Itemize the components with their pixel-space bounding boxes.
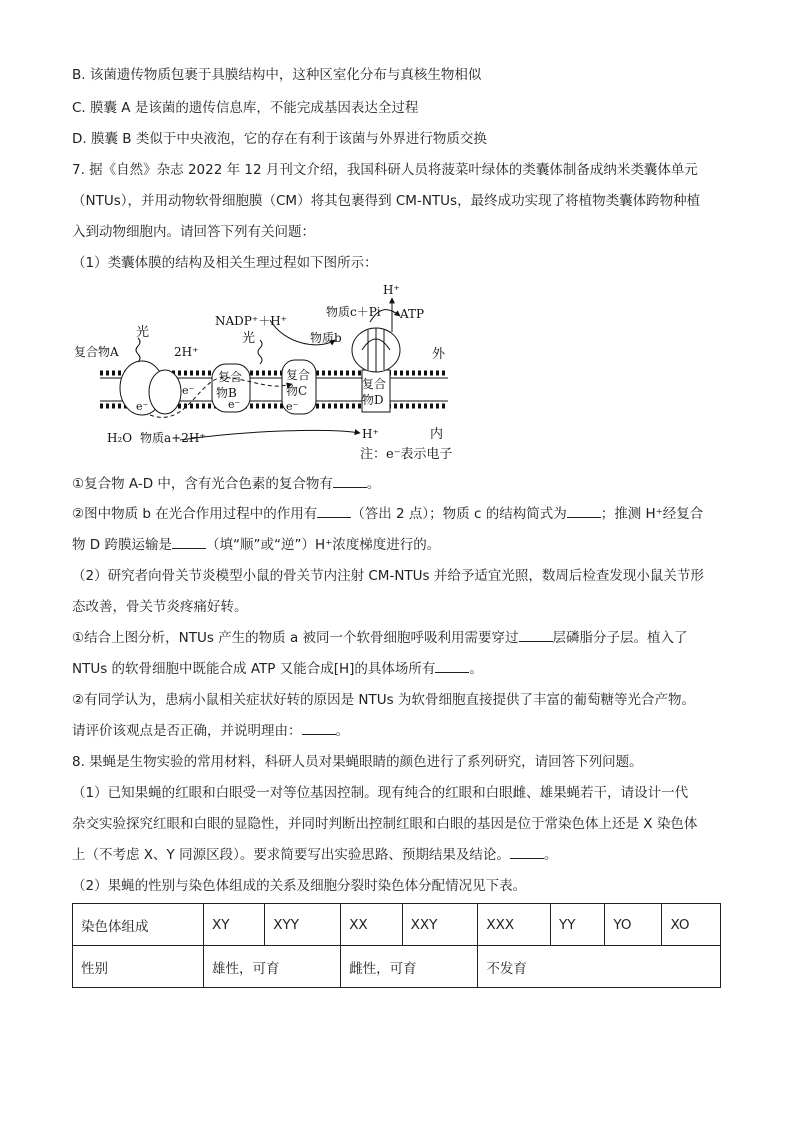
answer-blank[interactable]: [333, 474, 367, 488]
h-transport-arrow: [180, 430, 360, 440]
question-7-line-2: （NTUs），并用动物软骨细胞膜（CM）将其包裹得到 CM-NTUs，最终成功实现了将植物类囊体跨物种植: [72, 193, 701, 209]
answer-blank[interactable]: [317, 504, 351, 518]
table-cell: XX: [341, 904, 402, 946]
sub-question-1: ①复合物 A-D 中，含有光合色素的复合物有 。: [72, 476, 381, 492]
sub-question-3: ①结合上图分析，NTUs 产生的物质 a 被同一个软骨细胞呼吸利用需要穿过 层磷脂分子层。植入了: [72, 630, 688, 646]
complex-d-label-2: 物D: [362, 393, 384, 407]
table-cell: 不发育: [478, 946, 721, 988]
light-label-1: 光: [136, 325, 150, 340]
table-row-header: 性别: [73, 946, 204, 988]
option-c: C. 膜囊 A 是该菌的遗传信息库，不能完成基因表达全过程: [72, 100, 419, 116]
sub-question-2-cont: 物 D 跨膜运输是 （填“顺”或“逆”）H⁺浓度梯度进行的。: [72, 537, 441, 553]
complex-d-label-1: 复合: [362, 377, 387, 391]
option-d: D. 膜囊 B 类似于中央液泡，它的存在有利于该菌与外界进行物质交换: [72, 131, 487, 147]
chromosome-table: [72, 903, 721, 988]
sub-question-3-cont: NTUs 的软骨细胞中既能合成 ATP 又能合成[H]的具体场所有 。: [72, 661, 483, 677]
table-cell: YY: [551, 904, 605, 946]
sub-question-4-cont: 请评价该观点是否正确，并说明理由： 。: [72, 723, 349, 739]
substance-b-label: 物质b: [310, 331, 342, 345]
table-cell: XY: [204, 904, 265, 946]
light-wave-2: [258, 340, 262, 364]
answer-blank[interactable]: [435, 659, 469, 673]
table-row: [73, 904, 721, 946]
electron-label-4: e⁻: [286, 400, 299, 413]
complex-a-shape: [120, 361, 181, 415]
question-8-line-5: （2）果蝇的性别与染色体组成的关系及细胞分裂时染色体分配情况见下表。: [72, 878, 527, 894]
outside-label: 外: [432, 347, 446, 362]
part-2-line-2: 态改善，骨关节炎疼痛好转。: [72, 599, 248, 615]
question-8-line-3: 杂交实验探究红眼和白眼的显隐性，并同时判断出控制红眼和白眼的基因是位于常染色体上还是 X 染色体: [72, 816, 698, 832]
sub-question-2: ②图中物质 b 在光合作用过程中的作用有 （答出 2 点）；物质 c 的结构简式为 ；推测 H⁺经复合: [72, 506, 704, 522]
table-cell: XXX: [478, 904, 551, 946]
h2o-label: H₂O: [107, 431, 133, 445]
question-7-line-3: 入到动物细胞内。请回答下列有关问题：: [72, 224, 315, 240]
table-cell: 雄性，可育: [204, 946, 341, 988]
complex-c-label-2: 物C: [286, 384, 308, 398]
light-wave-1: [136, 338, 140, 362]
table-row-header: 染色体组成: [73, 904, 204, 946]
answer-blank[interactable]: [172, 535, 206, 549]
electron-label-1: e⁻: [136, 400, 149, 413]
complex-c-label-1: 复合: [286, 368, 311, 382]
answer-blank[interactable]: [302, 721, 336, 735]
table-cell: XO: [662, 904, 721, 946]
part-1-intro: （1）类囊体膜的结构及相关生理过程如下图所示：: [72, 255, 378, 271]
table-cell: XYY: [265, 904, 341, 946]
h-top-label: H⁺: [383, 283, 400, 297]
answer-blank[interactable]: [519, 628, 553, 642]
question-8-line-1: 8. 果蝇是生物实验的常用材料，科研人员对果蝇眼睛的颜色进行了系列研究，请回答下列问题。: [72, 754, 643, 770]
electron-note: 注：e⁻表示电子: [360, 447, 453, 462]
light-label-2: 光: [242, 331, 256, 346]
substance-a-label: 物质a+2H⁺: [140, 431, 206, 445]
part-2-line-1: （2）研究者向骨关节炎模型小鼠的骨关节内注射 CM-NTUs 并给予适宜光照，数周后检查发现小鼠关节形: [72, 568, 704, 584]
complex-b-label-2: 物B: [216, 386, 237, 400]
electron-label-2: e⁻: [182, 384, 195, 397]
thylakoid-membrane-diagram: [70, 280, 490, 465]
complex-b-label-1: 复合: [218, 370, 243, 384]
complex-a-label: 复合物A: [74, 345, 119, 359]
table-cell: YO: [605, 904, 662, 946]
inside-label: 内: [430, 427, 444, 442]
answer-blank[interactable]: [567, 504, 601, 518]
electron-label-3: e⁻: [228, 398, 241, 411]
nadp-label: NADP⁺＋H⁺: [215, 314, 287, 328]
substance-c-pi-label: 物质c＋Pi: [326, 305, 381, 319]
h-bottom-label: H⁺: [362, 427, 379, 441]
question-7-line-1: 7. 据《自然》杂志 2022 年 12 月刊文介绍，我国科研人员将菠菜叶绿体的类囊体制备成纳米类囊体单元: [72, 162, 698, 178]
question-8-line-4: 上（不考虑 X、Y 同源区段）。要求简要写出实验思路、预期结果及结论。 。: [72, 847, 558, 863]
table-cell: XXY: [402, 904, 478, 946]
table-row: [73, 946, 721, 988]
two-h-label: 2H⁺: [174, 345, 199, 359]
atp-label: ATP: [400, 307, 425, 321]
option-b: B. 该菌遗传物质包裹于具膜结构中，这种区室化分布与真核生物相似: [72, 67, 482, 83]
answer-blank[interactable]: [510, 845, 544, 859]
question-8-line-2: （1）已知果蝇的红眼和白眼受一对等位基因控制。现有纯合的红眼和白眼雌、雄果蝇若干，请设计一代: [72, 785, 689, 801]
sub-question-4: ②有同学认为，患病小鼠相关症状好转的原因是 NTUs 为软骨细胞直接提供了丰富的葡萄糖等光合产物。: [72, 692, 695, 708]
table-cell: 雌性，可育: [341, 946, 478, 988]
